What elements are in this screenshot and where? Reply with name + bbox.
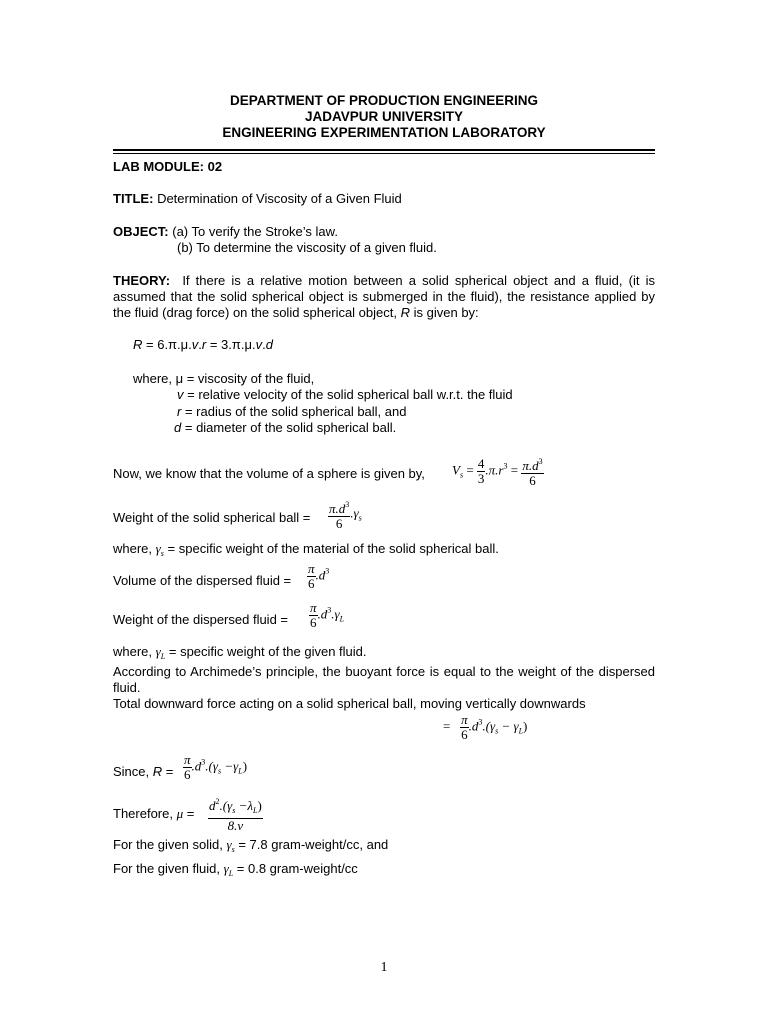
weight-dispersed-sup: 3 xyxy=(327,605,332,615)
frac-num: 4 xyxy=(477,456,485,471)
theory-paragraph xyxy=(113,273,655,321)
gamma-sub: L xyxy=(160,652,166,661)
frac-num: π xyxy=(184,752,191,767)
frac-den: 6 xyxy=(529,473,536,488)
weight-ball-tail-sub: s xyxy=(358,513,362,523)
therefore-frac xyxy=(208,795,263,833)
weight-dispersed-text: Weight of the dispersed fluid = xyxy=(113,612,289,627)
since-formula xyxy=(183,753,247,782)
volume-lhs-sub: s xyxy=(459,470,464,480)
where-d-text: = diameter of the solid spherical ball. xyxy=(184,420,397,435)
frac-den: 6 xyxy=(310,615,317,630)
frac-num: π xyxy=(461,712,468,727)
theory-label: THEORY: xyxy=(113,273,171,288)
given-solid-text: = 7.8 gram-weight/cc, and xyxy=(238,837,389,852)
object-label: OBJECT: xyxy=(113,224,169,239)
given-fluid-pre: For the given fluid, xyxy=(113,861,220,876)
since-frac xyxy=(183,753,192,782)
where-v xyxy=(177,387,513,402)
frac-num: π xyxy=(308,561,315,576)
volume-dispersed-frac xyxy=(307,562,316,591)
since-close: ) xyxy=(242,758,248,774)
weight-ball-text: Weight of the solid spherical ball = xyxy=(113,510,311,525)
total-close: ) xyxy=(523,718,528,734)
where-gamma-l-pre: where, xyxy=(113,644,153,659)
volume-mid: .π.r xyxy=(485,462,504,478)
volume-dispersed-formula xyxy=(307,562,329,591)
gamma-symbol: γ xyxy=(155,541,161,556)
formula-r-v2: v xyxy=(255,337,263,352)
gamma-symbol: γ xyxy=(223,861,229,876)
given-solid xyxy=(113,837,388,854)
formula-r-r: r xyxy=(201,337,207,352)
total-frac xyxy=(460,713,469,742)
given-fluid xyxy=(113,861,358,878)
weight-ball-formula xyxy=(328,498,362,531)
given-solid-pre: For the given solid, xyxy=(113,837,223,852)
frac-den: 6 xyxy=(184,767,191,782)
num-sup: 2 xyxy=(215,797,220,806)
volume-dispersed-sup: 3 xyxy=(325,566,330,576)
since-line xyxy=(113,764,173,779)
gamma-symbol: γ xyxy=(155,644,161,659)
weight-dispersed-tail2: .γ xyxy=(331,606,340,622)
where-d xyxy=(174,420,396,435)
header-university: JADAVPUR UNIVERSITY xyxy=(304,109,464,124)
gamma-sub: L xyxy=(228,869,234,878)
drag-force-formula xyxy=(133,337,273,352)
total-eq-sign: = xyxy=(443,718,451,734)
page-number: 1 xyxy=(380,960,388,975)
gamma-symbol: γ xyxy=(226,837,232,852)
where-r-text: = radius of the solid spherical ball, and xyxy=(184,404,407,419)
volume-sphere-text: Now, we know that the volume of a sphere is given by, xyxy=(113,466,425,481)
total-tail-a: .d xyxy=(468,718,479,734)
where-mu: where, μ = viscosity of the fluid, xyxy=(133,371,315,386)
where-r xyxy=(177,404,406,419)
where-gamma-s-text: = specific weight of the material of the solid spherical ball. xyxy=(167,541,499,556)
weight-dispersed-formula xyxy=(309,601,344,630)
where-r-var: r xyxy=(177,404,182,419)
since-sup: 3 xyxy=(201,757,206,767)
archimedes-paragraph: According to Archimede’s principle, the buoyant force is equal to the weight of the dispersed fluid. xyxy=(113,664,655,695)
frac-num-sup: 3 xyxy=(345,500,350,509)
num-sub2: L xyxy=(252,806,258,815)
header-laboratory: ENGINEERING EXPERIMENTATION LABORATORY xyxy=(222,125,546,140)
formula-r-lhs: R xyxy=(133,337,143,352)
where-d-var: d xyxy=(174,420,182,435)
where-gamma-s-pre: where, xyxy=(113,541,153,556)
frac-den: 8.v xyxy=(227,818,244,833)
since-eq: = xyxy=(165,764,174,779)
therefore-eq: = xyxy=(186,806,195,821)
num-sub1: s xyxy=(232,806,236,815)
title-text: Determination of Viscosity of a Given Fluid xyxy=(157,191,402,206)
theory-var-r: R xyxy=(400,305,411,320)
lab-module: LAB MODULE: 02 xyxy=(113,159,223,174)
volume-eq: = xyxy=(466,462,474,478)
weight-dispersed-tail: .d xyxy=(317,606,328,622)
total-sub2: L xyxy=(518,726,524,736)
weight-dispersed-sub: L xyxy=(339,614,345,624)
num-b: .(γ xyxy=(219,798,233,813)
volume-dispersed-text: Volume of the dispersed fluid = xyxy=(113,573,292,588)
weight-ball-tail: .γ xyxy=(350,505,359,521)
frac-den: 3 xyxy=(477,471,485,486)
volume-sphere-formula xyxy=(452,455,544,488)
therefore-pre: Therefore, xyxy=(113,806,173,821)
since-minus: −γ xyxy=(221,758,239,774)
frac-num: π.d xyxy=(522,458,539,473)
where-v-var: v xyxy=(177,387,184,402)
title-label: TITLE: xyxy=(113,191,154,206)
where-gamma-s xyxy=(113,541,499,558)
frac-num: π xyxy=(310,600,317,615)
therefore-mu: μ xyxy=(176,806,184,821)
since-r: R xyxy=(152,764,163,779)
volume-frac-pid3-6 xyxy=(521,455,543,488)
num-c: −λ xyxy=(235,798,253,813)
title-line xyxy=(113,191,402,206)
volume-eq2: = xyxy=(510,462,519,478)
total-tail-b: .(γ xyxy=(482,718,496,734)
object-item-a: (a) To verify the Stroke’s law. xyxy=(172,224,338,239)
total-sup: 3 xyxy=(478,717,483,727)
therefore-line xyxy=(113,806,194,822)
formula-r-dot2: . xyxy=(262,337,266,352)
formula-r-dot: . xyxy=(198,337,202,352)
num-d-close: ) xyxy=(257,798,262,813)
header-department: DEPARTMENT OF PRODUCTION ENGINEERING xyxy=(229,93,538,108)
theory-text: If there is a relative motion between a solid spherical object and a fluid, (it is assumed that the solid spherical object is submerged in the fluid), the resistance applied by the fluid (drag force) on the solid spherical object, xyxy=(113,273,655,320)
total-sub1: s xyxy=(495,726,499,736)
volume-lhs: V xyxy=(452,462,460,478)
total-force-formula xyxy=(443,713,527,742)
formula-r-eq2: = 3.π.μ. xyxy=(209,337,256,352)
since-sub1: s xyxy=(217,766,222,776)
num-d: d xyxy=(209,798,216,813)
frac-num-sup: 3 xyxy=(538,457,543,466)
formula-r-v: v xyxy=(191,337,199,352)
since-sub2: L xyxy=(238,766,243,776)
weight-ball-frac xyxy=(328,498,350,531)
given-fluid-text: = 0.8 gram-weight/cc xyxy=(236,861,358,876)
formula-r-d: d xyxy=(265,337,273,352)
header-rule-thin xyxy=(113,153,655,154)
frac-num: π.d xyxy=(329,501,346,516)
where-gamma-l xyxy=(113,644,367,661)
header-rule-thick xyxy=(113,149,655,151)
where-v-text: = relative velocity of the solid spherical ball w.r.t. the fluid xyxy=(187,387,513,402)
volume-mid-sup: 3 xyxy=(503,461,508,471)
theory-text-end: is given by: xyxy=(413,305,479,320)
weight-dispersed-frac xyxy=(309,601,318,630)
therefore-formula xyxy=(208,795,263,833)
frac-den: 6 xyxy=(308,576,315,591)
total-minus: − γ xyxy=(498,718,519,734)
object-line-a xyxy=(113,224,338,239)
volume-dispersed-tail: .d xyxy=(315,567,326,583)
total-force-text: Total downward force acting on a solid spherical ball, moving vertically downwards xyxy=(113,696,586,711)
since-tail-b: .(γ xyxy=(205,758,218,774)
gamma-sub: s xyxy=(231,845,235,854)
where-gamma-l-text: = specific weight of the given fluid. xyxy=(168,644,367,659)
frac-den: 6 xyxy=(335,516,343,531)
since-tail-a: .d xyxy=(191,758,202,774)
gamma-sub: s xyxy=(160,549,164,558)
formula-r-eq1: = 6.π.μ. xyxy=(146,337,192,352)
frac-den: 6 xyxy=(461,727,468,742)
object-item-b: (b) To determine the viscosity of a given fluid. xyxy=(177,240,437,255)
since-pre: Since, xyxy=(113,764,150,779)
